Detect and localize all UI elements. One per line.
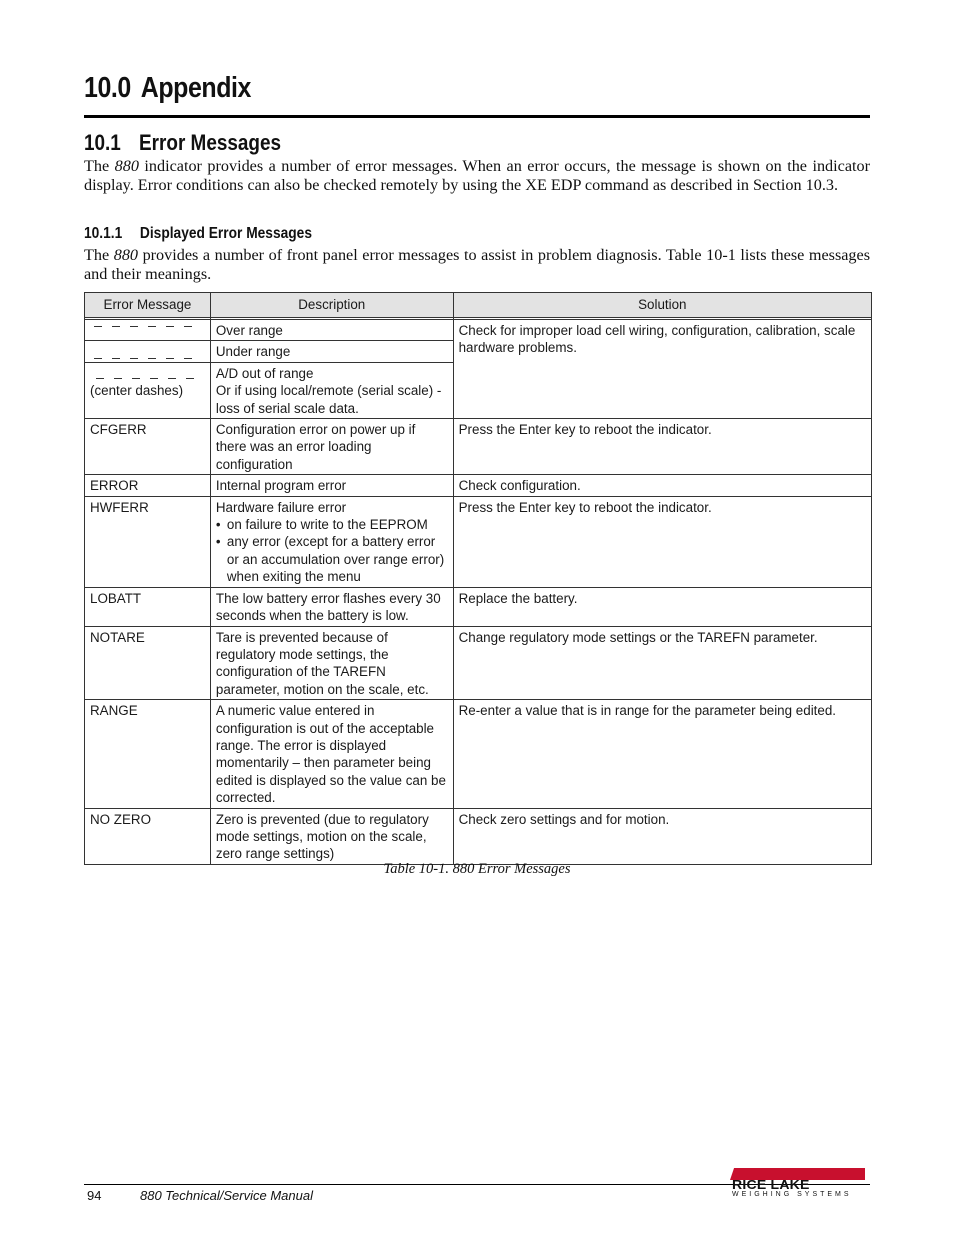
- table-row: [85, 419, 872, 475]
- ad-range-description: [210, 362, 453, 418]
- subsubsection-heading: [84, 225, 312, 243]
- body-text-end: provides a number of front panel error messages to assist in problem diagnosis. Table 10-1 lists these messages and their meanings.: [84, 246, 871, 283]
- error-solution: Replace the battery.: [453, 587, 871, 626]
- body-model: 880: [113, 246, 139, 264]
- error-solution: Press the Enter key to reboot the indicator.: [453, 419, 871, 475]
- under-range-description: Under range: [210, 341, 453, 362]
- subsection-number: 10.1: [84, 130, 121, 155]
- error-solution: Change regulatory mode settings or the TAREFN parameter.: [453, 626, 871, 700]
- table-row: [85, 320, 872, 341]
- list-item: • on failure to write to the EEPROM: [216, 516, 448, 533]
- list-item: • any error (except for a battery error or an accumulation over range error) when exiting the menu: [216, 533, 448, 585]
- header-error-message: Error Message: [85, 293, 211, 318]
- dash-group-solution: Check for improper load cell wiring, configuration, calibration, scale hardware problems.: [453, 320, 871, 419]
- error-description: A numeric value entered in configuration is out of the acceptable range. The error is displayed momentarily – then parameter being edited is displayed so the value can be corrected.: [210, 700, 453, 808]
- table-row: [85, 808, 872, 864]
- intro-model: 880: [114, 157, 139, 175]
- table-header-row: [85, 293, 872, 318]
- header-solution: Solution: [453, 293, 871, 318]
- error-solution: Check configuration.: [453, 475, 871, 496]
- subsubsection-title: Displayed Error Messages: [139, 225, 312, 242]
- upper-dashes-symbol: [90, 322, 205, 339]
- body-text-start: The: [84, 246, 114, 264]
- error-description: Internal program error: [210, 475, 453, 496]
- error-description: Tare is prevented because of regulatory mode settings, the configuration of the TAREFN parameter, motion on the scale, etc.: [210, 626, 453, 700]
- serial-loss-line: Or if using local/remote (serial scale) - loss of serial scale data.: [215, 383, 442, 416]
- error-code: RANGE: [85, 700, 211, 808]
- error-code: LOBATT: [85, 587, 211, 626]
- displayed-errors-paragraph: [84, 246, 870, 284]
- error-description: [210, 496, 453, 587]
- intro-paragraph: [84, 157, 870, 195]
- error-messages-table: [84, 292, 872, 865]
- error-description: Zero is prevented (due to regulatory mode settings, motion on the scale, zero range settings): [210, 808, 453, 864]
- intro-text-start: The: [84, 157, 115, 175]
- error-solution: Press the Enter key to reboot the indicator.: [453, 496, 871, 587]
- section-number: 10.0: [84, 72, 131, 104]
- ad-range-line: A/D out of range: [215, 365, 314, 381]
- error-code: ERROR: [85, 475, 211, 496]
- center-dashes-note: (center dashes): [90, 382, 184, 398]
- lower-dashes-symbol: [90, 343, 205, 360]
- rice-lake-logo: [730, 1168, 865, 1198]
- subsubsection-number: 10.1.1: [84, 225, 123, 242]
- upper-dashes-cell: [85, 320, 211, 341]
- subsection-title: Error Messages: [139, 130, 282, 155]
- hwferr-description: Hardware failure error: [215, 499, 347, 515]
- section-heading: [84, 72, 251, 105]
- error-code: HWFERR: [85, 496, 211, 587]
- error-code: CFGERR: [85, 419, 211, 475]
- hwferr-bullet-list: [216, 516, 448, 586]
- error-description: Configuration error on power up if there was an error loading configuration: [210, 419, 453, 475]
- over-range-description: Over range: [210, 320, 453, 341]
- error-code: NOTARE: [85, 626, 211, 700]
- center-dashes-symbol: [90, 365, 205, 382]
- intro-text-end: indicator provides a number of error messages. When an error occurs, the message is shown on the indicator display. Error conditions can also be checked remotely by using the XE EDP command as described in Section 10.3.: [84, 157, 870, 194]
- table-row: [85, 475, 872, 496]
- logo-text: RICE LAKE: [732, 1177, 810, 1192]
- error-code: NO ZERO: [85, 808, 211, 864]
- error-description: The low battery error flashes every 30 seconds when the battery is low.: [210, 587, 453, 626]
- logo-subtext: WEIGHING SYSTEMS: [732, 1191, 852, 1198]
- manual-title: 880 Technical/Service Manual: [140, 1188, 313, 1203]
- header-description: Description: [210, 293, 453, 318]
- page-number: 94: [87, 1188, 102, 1203]
- table-row: [85, 626, 872, 700]
- table-caption: Table 10-1. 880 Error Messages: [383, 861, 571, 877]
- center-dashes-cell: [85, 362, 211, 418]
- table-row: [85, 587, 872, 626]
- heading-rule: [84, 115, 870, 118]
- lower-dashes-cell: [85, 341, 211, 362]
- section-title: Appendix: [140, 72, 251, 104]
- table-row: [85, 496, 872, 587]
- error-solution: Re-enter a value that is in range for the parameter being edited.: [453, 700, 871, 808]
- subsection-heading: [84, 130, 281, 156]
- error-solution: Check zero settings and for motion.: [453, 808, 871, 864]
- table-row: [85, 700, 872, 808]
